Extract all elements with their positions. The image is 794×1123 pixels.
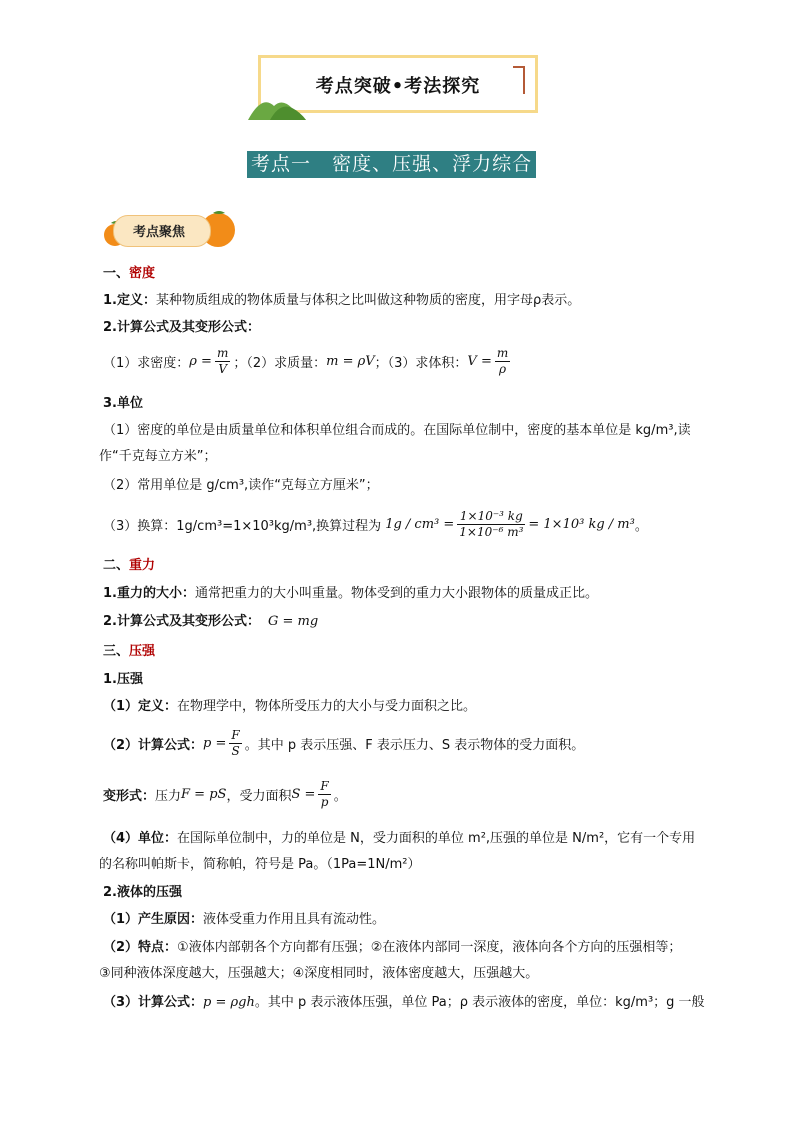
feat-text: ①液体内部朝各个方向都有压强；②在液体内部同一深度，液体向各个方向的压强相等；: [177, 940, 682, 955]
gravity-size: [103, 582, 598, 601]
pressure-sub1: 1.压强: [103, 672, 143, 687]
size-label: 1.重力的大小：: [103, 586, 195, 601]
pressure-sub2: 2.液体的压强: [103, 885, 182, 900]
lcalc-label: （3）计算公式：: [103, 995, 204, 1010]
var-label: 变形式：: [103, 788, 156, 804]
heading-num: 二、: [103, 558, 130, 573]
section-title: 考点一 密度、压强、浮力综合: [247, 151, 536, 178]
f1-label: （1）求密度：: [103, 355, 190, 371]
gravity-heading: [103, 554, 155, 573]
f1-fraction: $\frac{m}{V}$: [216, 345, 229, 376]
f3-lhs: V =: [467, 353, 492, 369]
unit-line-3: [103, 504, 648, 544]
heading-num: 三、: [103, 644, 130, 659]
def-label: （1）定义：: [103, 699, 178, 714]
lcalc-expr: p = ρgh: [203, 995, 255, 1010]
density-heading: [103, 262, 155, 281]
def-label: 1.定义：: [103, 293, 156, 308]
accent-tick: [513, 66, 525, 68]
formula-label: 2.计算公式及其变形公式：: [103, 614, 260, 629]
unit3-lhs: 1g / cm³ =: [385, 516, 455, 532]
liquid-cause: [103, 908, 385, 927]
unit-line-2: （2）常用单位是 g/cm³,读作“克每立方厘米”；: [103, 478, 379, 493]
calc-lhs: p =: [203, 735, 227, 751]
pressure-heading: [103, 640, 155, 659]
unit3-end: 。: [634, 518, 648, 534]
feat-label: （2）特点：: [103, 940, 178, 955]
cause-label: （1）产生原因：: [103, 912, 204, 927]
pressure-def: [103, 695, 476, 714]
calc-label: （2）计算公式：: [103, 737, 204, 753]
liquid-features-2: ③同种液体深度越大，压强越大；④深度相同时，液体密度越大，压强越大。: [99, 966, 539, 981]
def-text: 某种物质组成的物体质量与体积之比叫做这种物质的密度，用字母ρ表示。: [155, 293, 581, 308]
lcalc-text: 。其中 p 表示液体压强，单位 Pa；ρ 表示液体的密度，单位：kg/m³；g 一般: [254, 995, 705, 1010]
f2-expr: m = ρV: [326, 353, 375, 369]
f3-fraction: $\frac{m}{\rho}$: [496, 345, 509, 376]
unit3-text: （3）换算：1g/cm³=1×10³kg/m³,换算过程为: [103, 518, 382, 534]
var-end: 。: [333, 788, 347, 804]
formula: G = mg: [267, 614, 319, 629]
unit-heading: 3.单位: [103, 396, 143, 411]
unit-label: （4）单位：: [103, 831, 178, 846]
unit3-rhs: = 1×10³ kg / m³: [528, 516, 635, 532]
liquid-calc: [103, 991, 705, 1010]
pressure-calc: [103, 723, 584, 763]
heading-term: 压强: [129, 644, 156, 659]
var-text1: 压力: [155, 788, 182, 804]
f3-label: ；（3）求体积：: [374, 355, 468, 371]
heading-term: 密度: [129, 266, 156, 281]
badge-label: 考点聚焦: [133, 225, 186, 240]
def-text: 在物理学中，物体所受压力的大小与受力面积之比。: [177, 699, 477, 714]
var-expr1: F = pS: [181, 786, 227, 802]
calc-text: 。其中 p 表示压强、F 表示压力、S 表示物体的受力面积。: [244, 737, 585, 753]
unit-line-1a: （1）密度的单位是由质量单位和体积单位组合而成的。在国际单位制中，密度的基本单位是 kg/m³,读: [103, 423, 691, 438]
cause-text: 液体受重力作用且具有流动性。: [203, 912, 386, 927]
pressure-unit-2: 的名称叫帕斯卡，简称帕，符号是 Pa。（1Pa=1N/m²）: [99, 857, 421, 872]
density-formulas: [103, 343, 513, 379]
pressure-variant: [103, 774, 347, 814]
density-def: [103, 289, 580, 308]
f1-lhs: ρ =: [189, 353, 212, 369]
mountain-icon: [248, 92, 308, 122]
unit-line-1b: 作“千克每立方米”；: [99, 449, 217, 464]
var-lhs2: S =: [291, 786, 316, 802]
header-title: 考点突破•考法探究: [315, 76, 481, 97]
heading-term: 重力: [129, 558, 156, 573]
size-text: 通常把重力的大小叫重量。物体受到的重力大小跟物体的质量成正比。: [194, 586, 598, 601]
var-text2: ，受力面积: [226, 788, 292, 804]
unit-text: 在国际单位制中，力的单位是 N，受力面积的单位 m²,压强的单位是 N/m²，它有一个专用: [177, 831, 696, 846]
heading-num: 一、: [103, 266, 130, 281]
gravity-formula: [103, 610, 318, 629]
pressure-unit: [103, 827, 695, 846]
liquid-features: [103, 936, 681, 955]
unit3-fraction: $\frac{\text{1×10⁻³ kg}}{\text{1×10⁻⁶ m³}}$: [459, 508, 524, 539]
var-fraction: $\frac{F}{p}$: [320, 778, 329, 809]
density-formula-heading: 2.计算公式及其变形公式：: [103, 320, 260, 335]
f2-label: ；（2）求质量：: [233, 355, 327, 371]
calc-fraction: $\frac{F}{S}$: [231, 727, 240, 758]
